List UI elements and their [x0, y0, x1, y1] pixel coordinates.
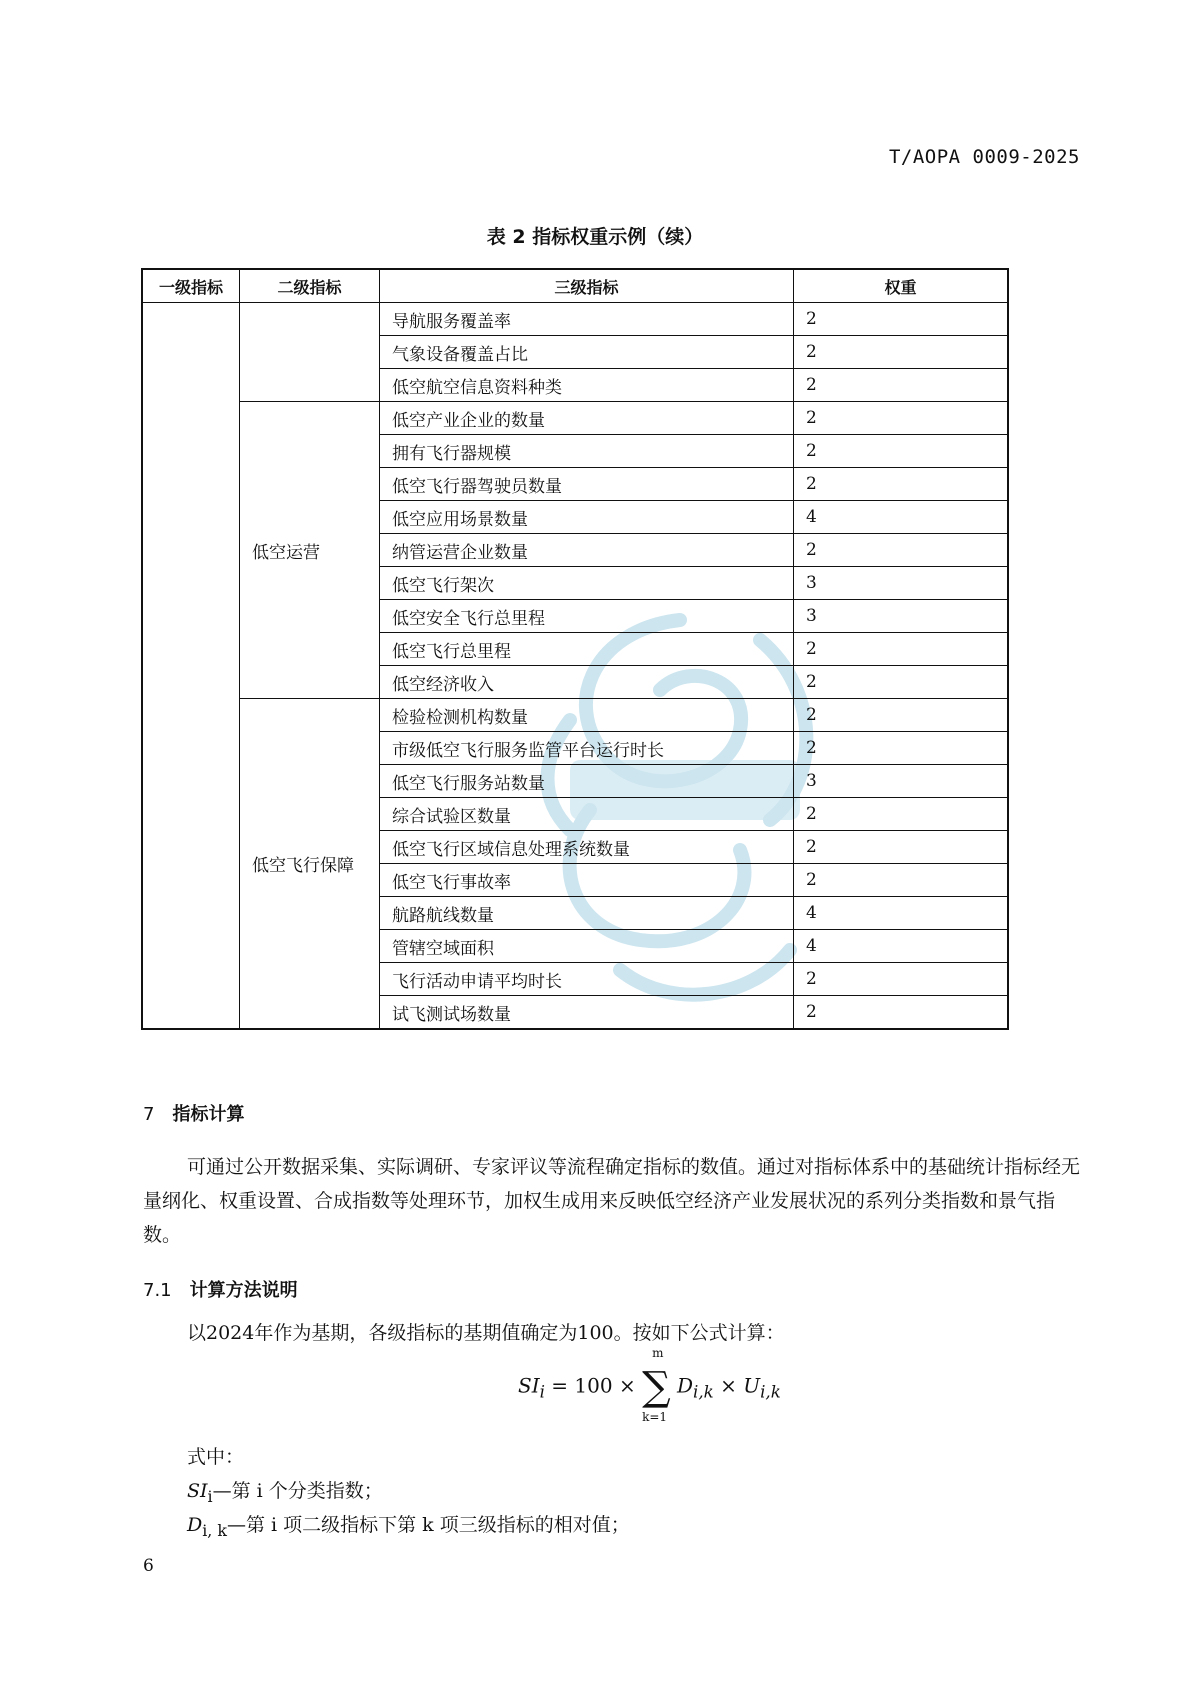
weight-cell: 4	[794, 501, 1009, 534]
weight-cell: 3	[794, 600, 1009, 633]
header-level1: 一级指标	[142, 269, 240, 303]
summation-symbol: ∑ m k=1	[642, 1346, 671, 1424]
formula-times: ×	[713, 1373, 744, 1398]
level3-cell: 航路航线数量	[380, 897, 794, 930]
level3-cell: 拥有飞行器规模	[380, 435, 794, 468]
level3-cell: 检验检测机构数量	[380, 699, 794, 732]
weight-cell: 2	[794, 633, 1009, 666]
formula-lhs-sub: i	[539, 1382, 545, 1402]
level2-cell-flight-support: 低空飞行保障	[240, 699, 380, 1030]
level3-cell: 市级低空飞行服务监管平台运行时长	[380, 732, 794, 765]
def-si-symbol: SI	[187, 1480, 208, 1502]
weight-cell: 2	[794, 666, 1009, 699]
weight-cell: 2	[794, 369, 1009, 402]
weight-cell: 2	[794, 798, 1009, 831]
section-7-1-number: 7.1	[143, 1280, 172, 1301]
section-7-heading	[143, 1100, 244, 1126]
section-7-title: 指标计算	[172, 1104, 245, 1125]
level2-cell-operations: 低空运营	[240, 402, 380, 699]
def-si-sub: i	[207, 1486, 213, 1506]
weight-cell: 2	[794, 732, 1009, 765]
formula-term-d-sub: i,k	[693, 1382, 714, 1402]
weight-cell: 3	[794, 567, 1009, 600]
formula-const: = 100 ×	[544, 1373, 636, 1398]
weight-cell: 2	[794, 864, 1009, 897]
sum-lower-limit: k=1	[642, 1410, 668, 1424]
def-d-text: —第 i 项二级指标下第 k 项三级指标的相对值；	[226, 1514, 630, 1536]
weight-cell: 3	[794, 765, 1009, 798]
level3-cell: 低空安全飞行总里程	[380, 600, 794, 633]
indicator-weight-table	[141, 268, 1009, 1030]
formula-lhs: SI	[518, 1373, 540, 1398]
def-si-text: —第 i 个分类指数；	[212, 1480, 383, 1502]
level1-cell-empty	[142, 303, 240, 1030]
table-row	[142, 402, 1008, 435]
index-formula	[518, 1346, 781, 1424]
table-row	[142, 303, 1008, 336]
level3-cell: 低空应用场景数量	[380, 501, 794, 534]
formula-term-u: U	[743, 1373, 761, 1398]
level3-cell: 低空飞行事故率	[380, 864, 794, 897]
weight-cell: 2	[794, 699, 1009, 732]
def-d-sub: i, k	[202, 1520, 227, 1540]
level3-cell: 纳管运营企业数量	[380, 534, 794, 567]
header-level2: 二级指标	[240, 269, 380, 303]
level2-cell-empty	[240, 303, 380, 402]
level3-cell: 综合试验区数量	[380, 798, 794, 831]
page-number: 6	[143, 1556, 154, 1576]
definition-d	[187, 1508, 1127, 1548]
weight-cell: 2	[794, 996, 1009, 1030]
header-level3: 三级指标	[380, 269, 794, 303]
weight-cell: 2	[794, 336, 1009, 369]
table-header-row	[142, 269, 1008, 303]
level3-cell: 低空经济收入	[380, 666, 794, 699]
section-7-1-intro: 以2024年作为基期，各级指标的基期值确定为100。按如下公式计算：	[187, 1322, 785, 1344]
level3-cell: 管辖空域面积	[380, 930, 794, 963]
weight-cell: 2	[794, 534, 1009, 567]
level3-cell: 低空航空信息资料种类	[380, 369, 794, 402]
section-7-1-heading	[143, 1276, 298, 1302]
formula-term-u-sub: i,k	[760, 1382, 781, 1402]
level3-cell: 低空飞行架次	[380, 567, 794, 600]
weight-cell: 2	[794, 831, 1009, 864]
weight-cell: 2	[794, 963, 1009, 996]
document-code: T/AOPA 0009-2025	[888, 146, 1080, 168]
weight-cell: 2	[794, 435, 1009, 468]
weight-cell: 2	[794, 468, 1009, 501]
level3-cell: 导航服务覆盖率	[380, 303, 794, 336]
section-7-paragraph: 可通过公开数据采集、实际调研、专家评议等流程确定指标的数值。通过对指标体系中的基础统计指标经无量纲化、权重设置、合成指数等处理环节，加权生成用来反映低空经济产业发展状况的系列分类指数和景气指数。	[143, 1156, 1081, 1246]
weight-cell: 2	[794, 303, 1009, 336]
level3-cell: 低空飞行总里程	[380, 633, 794, 666]
level3-cell: 气象设备覆盖占比	[380, 336, 794, 369]
level3-cell: 低空飞行服务站数量	[380, 765, 794, 798]
level3-cell: 飞行活动申请平均时长	[380, 963, 794, 996]
table-caption: 表 2 指标权重示例（续）	[486, 226, 704, 248]
formula-term-d: D	[676, 1373, 694, 1398]
section-7-number: 7	[143, 1104, 155, 1125]
level3-cell: 试飞测试场数量	[380, 996, 794, 1030]
level3-cell: 低空飞行区域信息处理系统数量	[380, 831, 794, 864]
sum-upper-limit: m	[652, 1346, 664, 1360]
table-row	[142, 699, 1008, 732]
weight-cell: 4	[794, 897, 1009, 930]
where-label: 式中：	[187, 1446, 245, 1468]
level3-cell: 低空飞行器驾驶员数量	[380, 468, 794, 501]
def-d-symbol: D	[187, 1514, 203, 1536]
weight-cell: 4	[794, 930, 1009, 963]
level3-cell: 低空产业企业的数量	[380, 402, 794, 435]
weight-cell: 2	[794, 402, 1009, 435]
header-weight: 权重	[794, 269, 1009, 303]
section-7-1-title: 计算方法说明	[189, 1280, 298, 1301]
